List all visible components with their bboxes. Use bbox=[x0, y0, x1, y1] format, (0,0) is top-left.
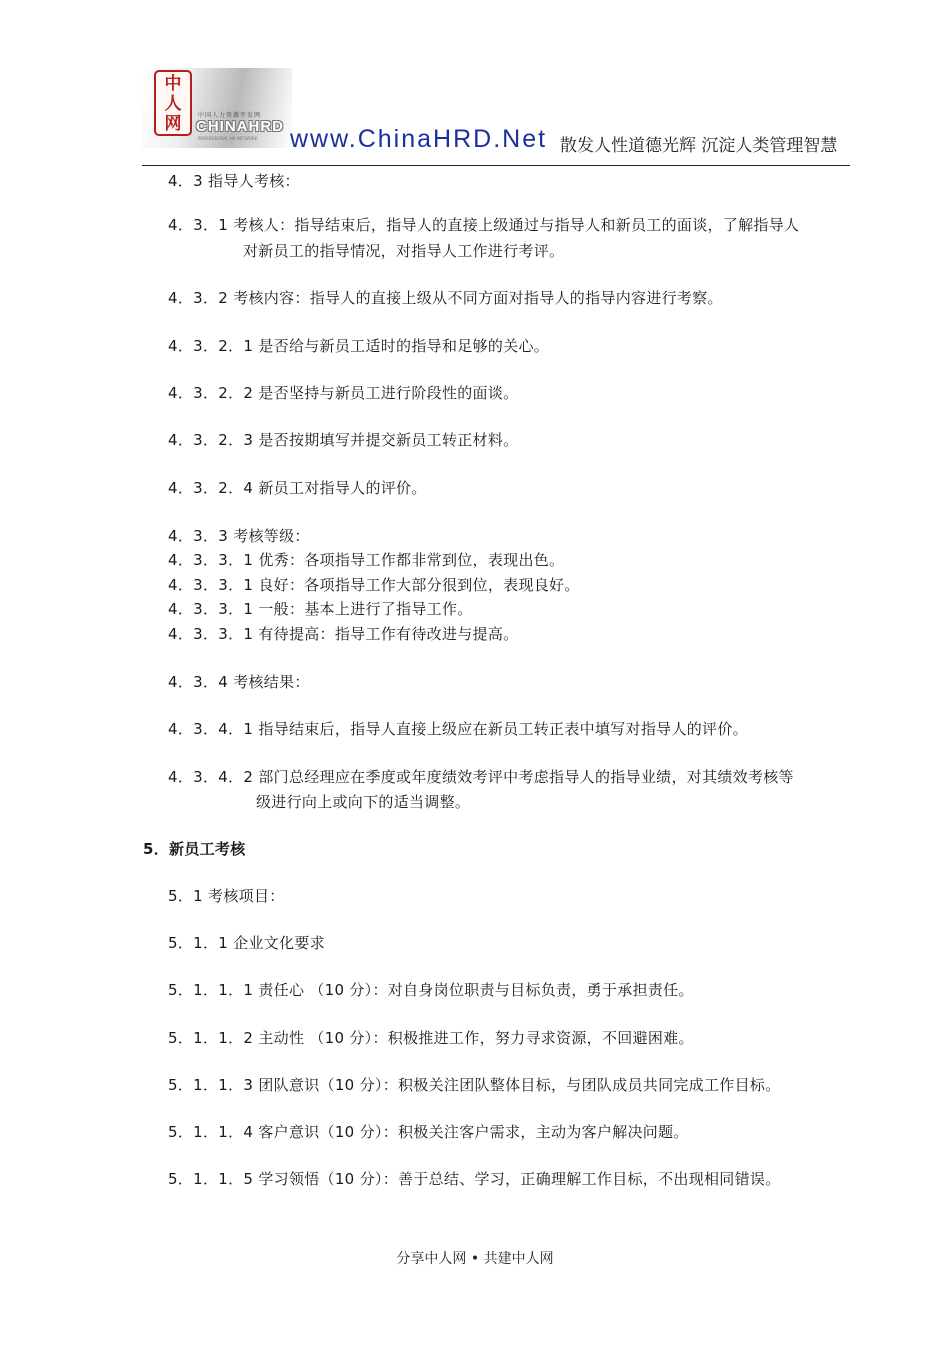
clause-5-1: 5．1 考核项目： bbox=[168, 887, 285, 905]
clause-4-3-3-1-average: 4．3．3．1 一般：基本上进行了指导工作。 bbox=[168, 600, 473, 618]
clause-4-3-4-2-continued: 级进行向上或向下的适当调整。 bbox=[256, 793, 471, 811]
clause-5-1-1-4: 5．1．1．4 客户意识（10 分）：积极关注客户需求，主动为客户解决问题。 bbox=[168, 1123, 689, 1141]
clause-4-3-3-1-needs-improvement: 4．3．3．1 有待提高：指导工作有待改进与提高。 bbox=[168, 625, 519, 643]
logo-chinese-text: 中国人力资源开发网 bbox=[198, 112, 262, 119]
page-header bbox=[0, 0, 950, 170]
clause-4-3-3-1-excellent: 4．3．3．1 优秀：各项指导工作都非常到位，表现出色。 bbox=[168, 551, 565, 569]
clause-4-3-1: 4．3．1 考核人：指导结束后，指导人的直接上级通过与指导人和新员工的面谈，了解指导人 bbox=[168, 216, 800, 234]
clause-4-3-2-1: 4．3．2．1 是否给与新员工适时的指导和足够的关心。 bbox=[168, 337, 550, 355]
header-divider bbox=[142, 165, 850, 166]
clause-5-1-1-5: 5．1．1．5 学习领悟（10 分）：善于总结、学习，正确理解工作目标，不出现相同错误。 bbox=[168, 1170, 781, 1188]
site-slogan: 散发人性道德光辉 沉淀人类管理智慧 bbox=[560, 136, 838, 156]
clause-4-3-2-2: 4．3．2．2 是否坚持与新员工进行阶段性的面谈。 bbox=[168, 384, 519, 402]
clause-5-1-1-2: 5．1．1．2 主动性 （10 分）：积极推进工作，努力寻求资源，不回避困难。 bbox=[168, 1029, 694, 1047]
site-url-link[interactable]: www.ChinaHRD.Net bbox=[290, 125, 548, 153]
section-5-heading: 5．新员工考核 bbox=[143, 840, 246, 858]
clause-5-1-1: 5．1．1 企业文化要求 bbox=[168, 934, 325, 952]
clause-4-3-1-continued: 对新员工的指导情况，对指导人工作进行考评。 bbox=[243, 242, 565, 260]
clause-4-3-3-1-good: 4．3．3．1 良好：各项指导工作大部分很到位，表现良好。 bbox=[168, 576, 580, 594]
clause-4-3-3: 4．3．3 考核等级： bbox=[168, 527, 310, 545]
logo-english-text: CHINAHRD bbox=[196, 118, 284, 135]
clause-4-3-2-4: 4．3．2．4 新员工对指导人的评价。 bbox=[168, 479, 427, 497]
clause-4-3-2: 4．3．2 考核内容：指导人的直接上级从不同方面对指导人的指导内容进行考察。 bbox=[168, 289, 723, 307]
clause-5-1-1-3: 5．1．1．3 团队意识（10 分）：积极关注团队整体目标，与团队成员共同完成工作目标。 bbox=[168, 1076, 781, 1094]
logo-subtitle: PROFESSIONAL HR NETWORK bbox=[198, 136, 258, 141]
page-footer: 分享中人网 • 共建中人网 bbox=[396, 1251, 554, 1267]
clause-4-3-2-3: 4．3．2．3 是否按期填写并提交新员工转正材料。 bbox=[168, 431, 519, 449]
chinahrd-seal-logo: 中 人 网 bbox=[154, 70, 192, 136]
clause-4-3-4-2: 4．3．4．2 部门总经理应在季度或年度绩效考评中考虑指导人的指导业绩，对其绩效考核等 bbox=[168, 768, 794, 786]
clause-4-3-4-1: 4．3．4．1 指导结束后，指导人直接上级应在新员工转正表中填写对指导人的评价。 bbox=[168, 720, 748, 738]
clause-4-3-4: 4．3．4 考核结果： bbox=[168, 673, 310, 691]
section-4-3-heading: 4．3 指导人考核： bbox=[168, 172, 300, 190]
clause-5-1-1-1: 5．1．1．1 责任心 （10 分）：对自身岗位职责与目标负责，勇于承担责任。 bbox=[168, 981, 694, 999]
